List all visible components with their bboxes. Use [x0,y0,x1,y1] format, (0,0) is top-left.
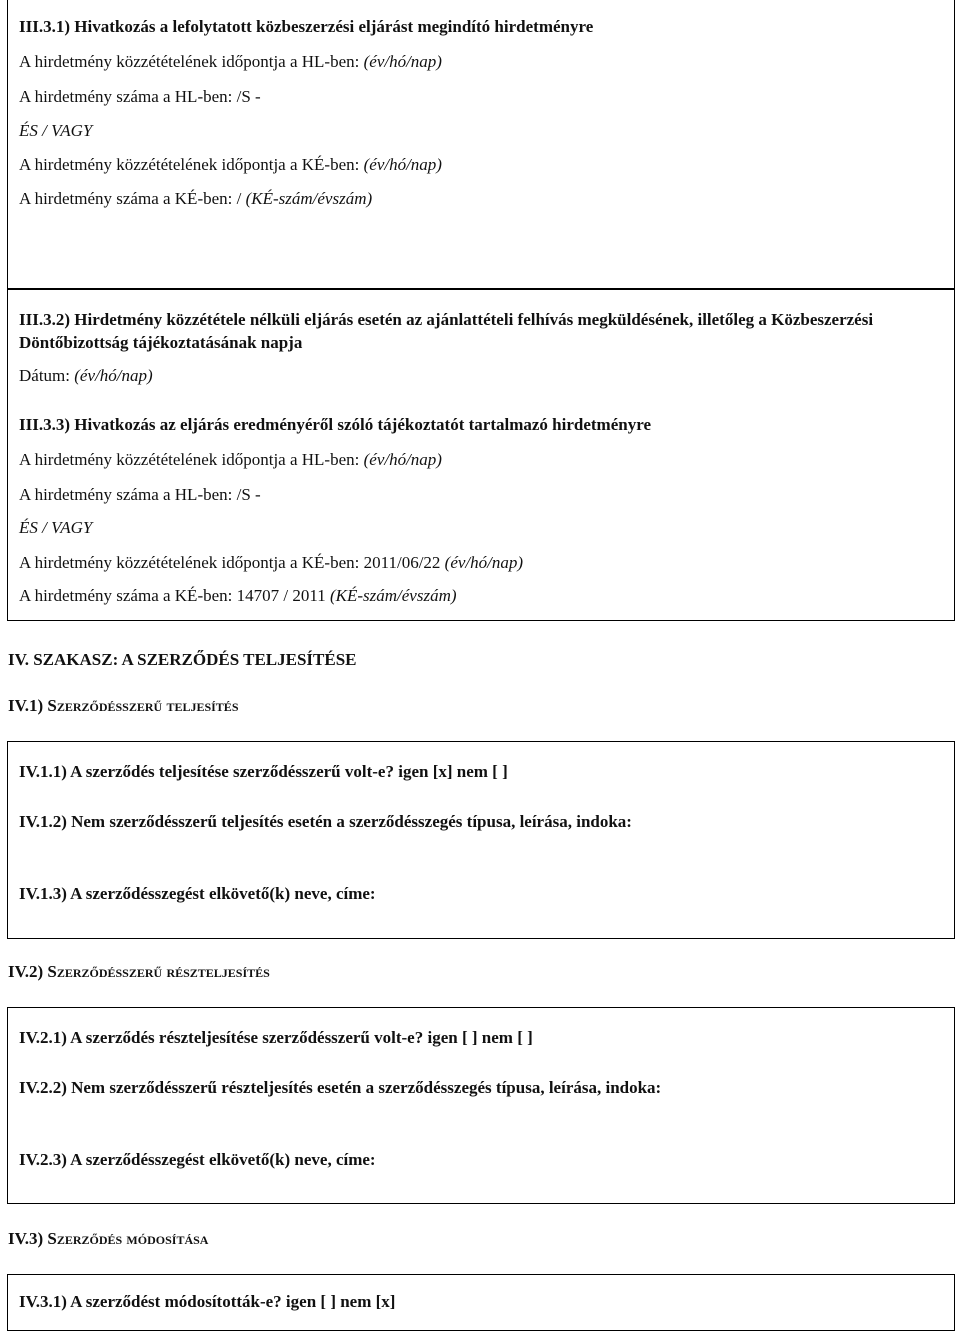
ke-number-hint: (KÉ-szám/évszám) [245,189,373,208]
section-iv-3-heading [8,1229,208,1249]
item-iv-3-1: IV.3.1) A szerződést módosították-e? igen [ ] nem [x] [19,1292,396,1311]
section-iv-1-box [7,741,955,939]
item-iv-1-1: IV.1.1) A szerződés teljesítése szerződésszerű volt-e? igen [x] nem [ ] [19,762,508,781]
hl-date-hint: (év/hó/nap) [363,450,442,469]
section-iv-2-title: Szerződésszerű részteljesítés [47,962,270,981]
hl-date-label: A hirdetmény közzétételének időpontja a HL-ben: [19,52,360,71]
ke-number-hint: (KÉ-szám/évszám) [329,586,457,605]
ke-number-row [19,189,372,209]
ke-date-hint: (év/hó/nap) [444,553,524,572]
section-iv-heading: IV. SZAKASZ: A SZERZŐDÉS TELJESÍTÉSE [8,650,357,669]
date-label: Dátum: [19,366,70,385]
ke-date-label: A hirdetmény közzétételének időpontja a KÉ-ben: [19,155,360,174]
hl-date-label: A hirdetmény közzétételének időpontja a HL-ben: [19,450,360,469]
hl-number: A hirdetmény száma a HL-ben: /S - [19,87,261,106]
ke-date-row [19,155,442,175]
section-iv-1-heading [8,696,239,716]
item-iv-1-3: IV.1.3) A szerződésszegést elkövető(k) neve, címe: [19,884,376,903]
ke-number-row [19,586,457,606]
item-iv-2-1: IV.2.1) A szerződés részteljesítése szerződésszerű volt-e? igen [ ] nem [ ] [19,1028,533,1047]
item-iv-2-2: IV.2.2) Nem szerződésszerű részteljesítés esetén a szerződésszegés típusa, leírása, indoka: [19,1078,662,1097]
ke-number-label: A hirdetmény száma a KÉ-ben: 14707 / 2011 [19,586,326,605]
item-iv-1-2: IV.1.2) Nem szerződésszerű teljesítés esetén a szerződésszegés típusa, leírása, indoka: [19,812,632,831]
section-iv-1-title: Szerződésszerű teljesítés [47,696,239,715]
section-iii-3-3-title: III.3.3) Hivatkozás az eljárás eredményéről szóló tájékoztatót tartalmazó hirdetményre [19,415,651,434]
ke-number-label: A hirdetmény száma a KÉ-ben: / [19,189,242,208]
es-vagy: ÉS / VAGY [19,121,93,140]
section-iv-2-box [7,1007,955,1204]
section-iv-3-number: IV.3) [8,1229,44,1248]
section-iv-1-number: IV.1) [8,696,44,715]
hl-date-row [19,52,442,72]
item-iv-2-3: IV.2.3) A szerződésszegést elkövető(k) neve, címe: [19,1150,376,1169]
es-vagy: ÉS / VAGY [19,518,93,537]
date-row [19,366,153,386]
section-iii-3-1-box [7,0,955,290]
ke-date-row [19,553,523,573]
section-iii-3-1-title: III.3.1) Hivatkozás a lefolytatott közbeszerzési eljárást megindító hirdetményre [19,17,594,36]
section-iv-2-number: IV.2) [8,962,44,981]
ke-date-hint: (év/hó/nap) [363,155,442,174]
ke-date-label: A hirdetmény közzétételének időpontja a KÉ-ben: 2011/06/22 [19,553,441,572]
section-iv-3-title: Szerződés módosítása [47,1229,209,1248]
hl-date-row [19,450,442,470]
hl-date-hint: (év/hó/nap) [363,52,442,71]
section-iii-3-2-title: III.3.2) Hirdetmény közzététele nélküli eljárás esetén az ajánlattételi felhívás megküldésének, illetőleg a Közbeszerzési Döntőbizottság tájékoztatásának napja [19,310,874,352]
hl-number: A hirdetmény száma a HL-ben: /S - [19,485,261,504]
section-iv-3-box [7,1274,955,1331]
section-iii-3-2-box [7,288,955,621]
section-iv-2-heading [8,962,270,982]
date-hint: (év/hó/nap) [74,366,153,385]
